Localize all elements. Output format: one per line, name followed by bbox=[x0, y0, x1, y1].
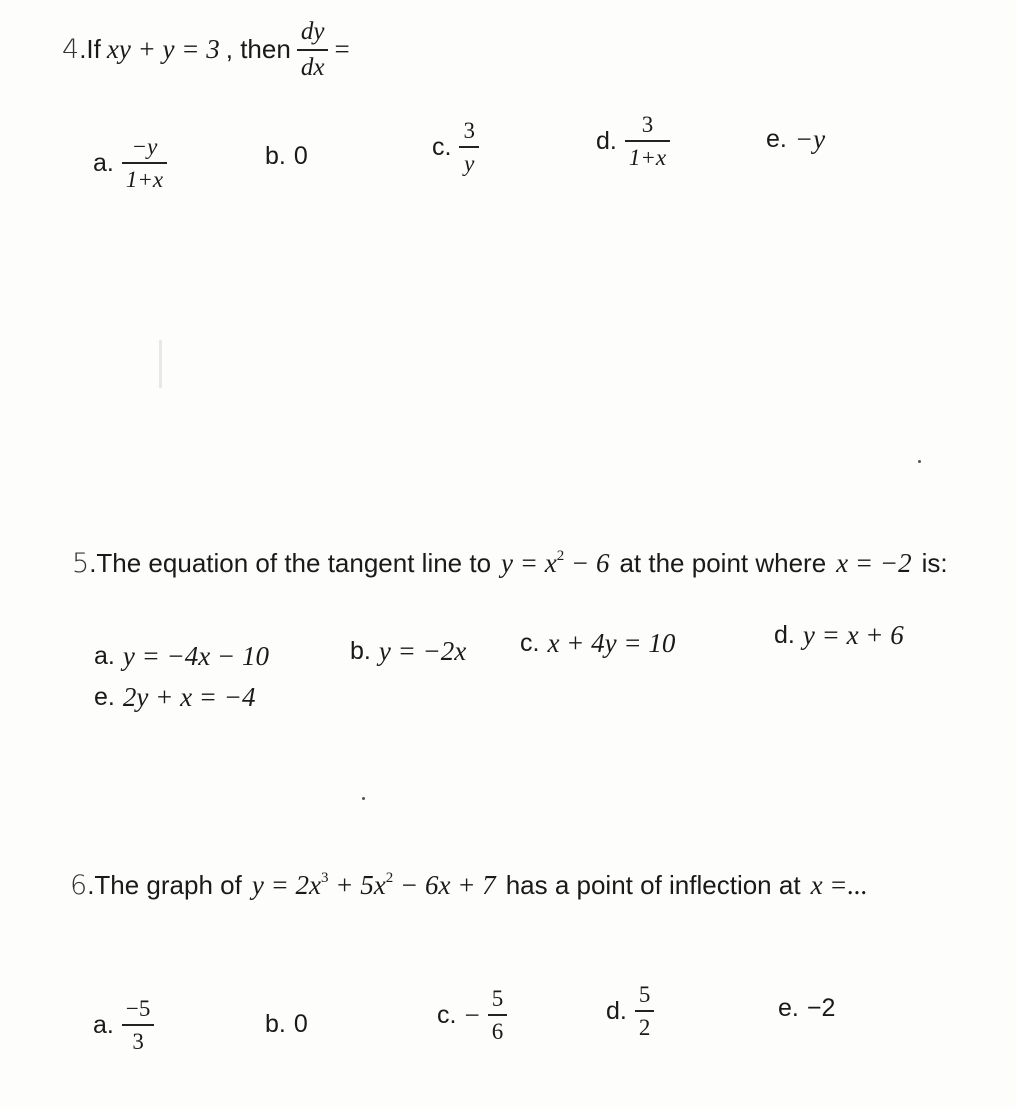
fraction-bar bbox=[625, 140, 670, 142]
option-value: −y bbox=[794, 124, 826, 154]
fraction-numerator: 5 bbox=[491, 986, 504, 1011]
option-label: a. bbox=[93, 1010, 114, 1039]
equation bbox=[252, 870, 496, 901]
option-label: a. bbox=[94, 642, 115, 670]
question-text: .The equation of the tangent line to bbox=[89, 548, 492, 578]
option-value: x + 4y = 10 bbox=[547, 628, 676, 658]
fraction-denominator: 6 bbox=[491, 1019, 504, 1045]
equation-part: + 5x bbox=[328, 870, 386, 900]
option-6b[interactable] bbox=[265, 1010, 308, 1039]
option-label: e. bbox=[766, 125, 787, 153]
derivative-fraction bbox=[297, 18, 329, 81]
fraction-denominator: 3 bbox=[132, 1029, 144, 1055]
question-text: has a point of inflection at bbox=[505, 870, 801, 900]
fraction-denominator: dx bbox=[300, 53, 325, 81]
option-label: b. bbox=[350, 637, 371, 665]
option-fraction bbox=[122, 996, 154, 1055]
option-value: −2 bbox=[806, 994, 836, 1022]
option-6c[interactable] bbox=[437, 986, 507, 1045]
option-4b[interactable] bbox=[265, 142, 308, 171]
option-5b[interactable] bbox=[350, 636, 466, 667]
equation-part: y = 2x bbox=[251, 870, 322, 900]
point-condition: x = −2 bbox=[836, 548, 912, 578]
equation-part: − 6x + 7 bbox=[393, 870, 496, 900]
option-5d[interactable] bbox=[774, 620, 904, 651]
question-number: 4 bbox=[62, 34, 80, 65]
option-4d[interactable] bbox=[596, 112, 670, 171]
option-4a[interactable] bbox=[93, 134, 167, 193]
option-label: c. bbox=[432, 132, 452, 161]
question-text: is: bbox=[921, 548, 948, 578]
option-label: a. bbox=[93, 148, 114, 177]
fraction-numerator: dy bbox=[300, 18, 325, 45]
option-label: e. bbox=[94, 683, 115, 711]
fraction-bar bbox=[297, 49, 329, 51]
fraction-bar bbox=[488, 1014, 508, 1016]
question-5 bbox=[72, 548, 948, 579]
option-value: y = −2x bbox=[378, 636, 467, 666]
fraction-numerator: 5 bbox=[638, 982, 651, 1007]
exponent: 3 bbox=[321, 870, 329, 886]
question-text: at the point where bbox=[619, 548, 827, 578]
question-4 bbox=[62, 18, 350, 81]
fraction-bar bbox=[122, 162, 167, 164]
fraction-bar bbox=[635, 1010, 655, 1012]
option-value: 2y + x = −4 bbox=[122, 682, 256, 712]
option-label: c. bbox=[520, 629, 540, 657]
option-fraction bbox=[488, 986, 508, 1045]
fraction-numerator: 3 bbox=[463, 118, 475, 143]
option-value: 0 bbox=[293, 142, 308, 170]
question-number: 5 bbox=[72, 548, 90, 579]
option-fraction bbox=[122, 134, 167, 193]
option-label: e. bbox=[778, 994, 799, 1022]
question-tail: x =... bbox=[810, 870, 868, 900]
scan-speck bbox=[918, 460, 921, 463]
option-label: c. bbox=[437, 1000, 457, 1029]
option-5a[interactable] bbox=[94, 641, 269, 672]
scan-smudge bbox=[159, 340, 162, 388]
fraction-numerator: 3 bbox=[641, 112, 654, 137]
fraction-denominator: 1+x bbox=[125, 167, 164, 193]
option-4c[interactable] bbox=[432, 118, 479, 177]
option-label: b. bbox=[265, 142, 286, 170]
option-label: d. bbox=[606, 996, 627, 1025]
exponent: 2 bbox=[385, 870, 394, 886]
equation-tail: − 6 bbox=[564, 548, 610, 578]
question-prefix: .If bbox=[79, 34, 101, 64]
option-6e[interactable] bbox=[778, 994, 835, 1023]
connector-text: , then bbox=[225, 34, 291, 64]
question-text: .The graph of bbox=[87, 870, 242, 900]
equals-sign: = bbox=[334, 34, 350, 64]
fraction-bar bbox=[122, 1024, 154, 1026]
equation: xy + y = 3 bbox=[106, 34, 220, 64]
exponent: 2 bbox=[556, 548, 565, 564]
fraction-denominator: 1+x bbox=[628, 145, 667, 171]
option-label: d. bbox=[596, 126, 617, 155]
question-6 bbox=[70, 870, 868, 901]
negative-sign: − bbox=[464, 999, 480, 1030]
equation bbox=[501, 548, 609, 579]
fraction-numerator: −5 bbox=[125, 996, 151, 1021]
fraction-numerator: −y bbox=[131, 134, 158, 159]
option-4e[interactable] bbox=[766, 124, 825, 155]
option-value: y = −4x − 10 bbox=[122, 641, 269, 671]
option-value: y = x + 6 bbox=[802, 620, 904, 650]
option-label: d. bbox=[774, 621, 795, 649]
option-fraction bbox=[635, 982, 655, 1041]
option-6a[interactable] bbox=[93, 996, 154, 1055]
option-6d[interactable] bbox=[606, 982, 654, 1041]
fraction-denominator: y bbox=[464, 151, 475, 177]
fraction-bar bbox=[459, 146, 479, 148]
fraction-denominator: 2 bbox=[638, 1015, 651, 1041]
question-number: 6 bbox=[70, 870, 88, 901]
option-5e[interactable] bbox=[94, 682, 256, 713]
scan-speck bbox=[362, 797, 365, 800]
equation-base: y = x bbox=[501, 548, 557, 578]
option-value: 0 bbox=[293, 1010, 308, 1038]
option-fraction bbox=[459, 118, 479, 177]
option-label: b. bbox=[265, 1010, 286, 1038]
option-5c[interactable] bbox=[520, 628, 675, 659]
option-fraction bbox=[625, 112, 670, 171]
